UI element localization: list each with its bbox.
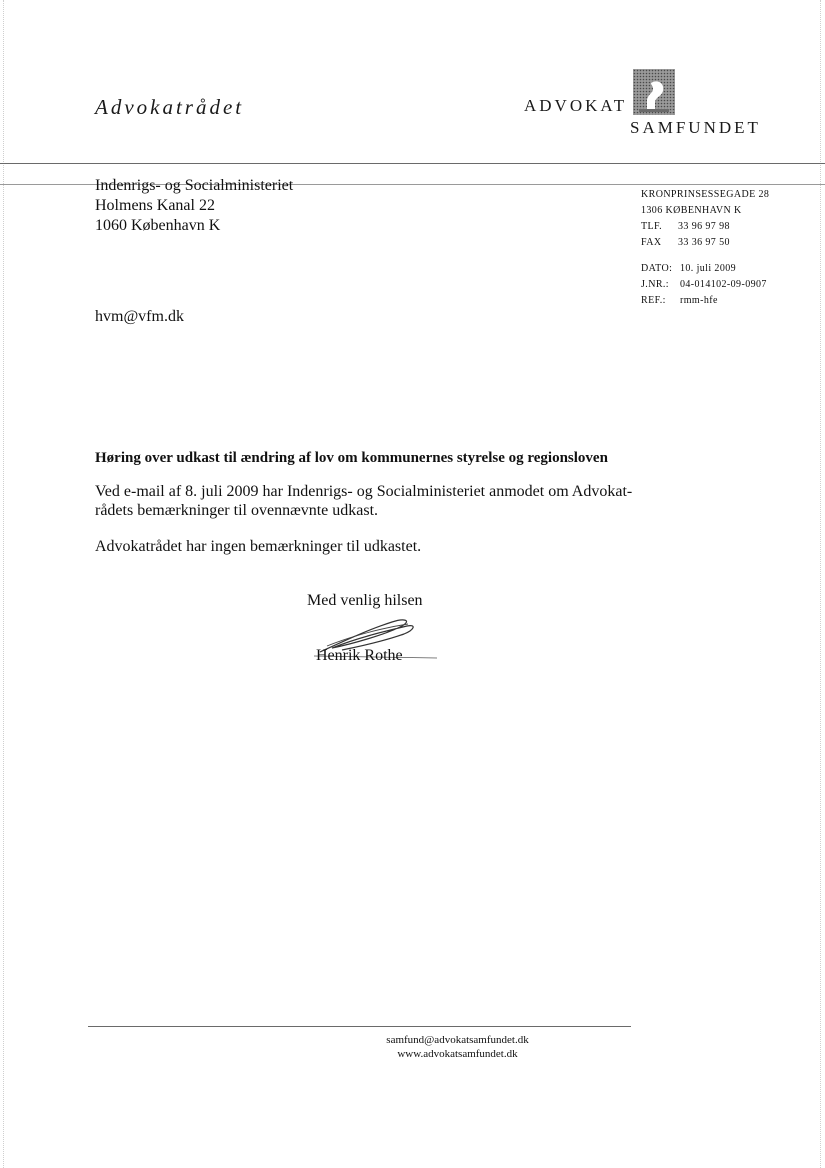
footer-rule xyxy=(88,1026,631,1027)
fax-value: 33 36 97 50 xyxy=(678,237,730,248)
sender-city: 1306 KØBENHAVN K xyxy=(641,205,742,216)
jnr-value: 04-014102-09-0907 xyxy=(680,279,767,290)
header-left-title: Advokatrådet xyxy=(95,95,245,119)
header-rule xyxy=(0,163,825,164)
letter-body xyxy=(95,482,655,573)
recipient-email: hvm@vfm.dk xyxy=(95,308,184,325)
body-paragraph-1-line-1: Ved e-mail af 8. juli 2009 har Indenrigs- og Socialministeriet anmodet om Advokat- xyxy=(95,483,633,500)
closing-salutation: Med venlig hilsen xyxy=(307,592,423,609)
recipient-city: 1060 København K xyxy=(95,217,221,234)
sender-fax-row xyxy=(641,235,769,251)
footer-email-link[interactable]: samfund@advokatsamfundet.dk xyxy=(386,1034,529,1046)
recipient-name: Indenrigs- og Socialministeriet xyxy=(95,177,294,194)
footer-website-link[interactable]: www.advokatsamfundet.dk xyxy=(397,1048,518,1060)
ref-row xyxy=(641,293,769,309)
fax-label: FAX xyxy=(641,237,662,248)
phone-label: TLF. xyxy=(641,221,663,232)
jnr-label: J.NR.: xyxy=(641,279,669,290)
date-value: 10. juli 2009 xyxy=(680,263,737,274)
logo-text-advokat: ADVOKAT xyxy=(524,96,628,115)
signer-name: Henrik Rothe xyxy=(316,647,403,664)
jnr-row xyxy=(641,277,769,293)
body-paragraph-1-line-2: rådets bemærkninger til ovennævnte udkast. xyxy=(95,502,379,519)
scan-edge-left xyxy=(3,0,4,1168)
ref-label: REF.: xyxy=(641,295,666,306)
date-label: DATO: xyxy=(641,263,673,274)
date-row xyxy=(641,261,769,277)
ref-value: rmm-hfe xyxy=(680,295,718,306)
body-paragraph-1 xyxy=(95,482,655,520)
phone-value: 33 96 97 98 xyxy=(678,221,730,232)
letter-subject: Høring over udkast til ændring af lov om kommunernes styrelse og regionsloven xyxy=(95,450,608,466)
sender-street: KRONPRINSESSEGADE 28 xyxy=(641,189,770,200)
sender-phone-row xyxy=(641,219,769,235)
recipient-address xyxy=(95,176,293,236)
samfundet-emblem-icon xyxy=(633,69,675,115)
logo-text-samfundet: SAMFUNDET xyxy=(630,118,761,137)
footer xyxy=(0,1033,825,1061)
body-paragraph-2: Advokatrådet har ingen bemærkninger til udkastet. xyxy=(95,538,422,555)
scan-edge-right xyxy=(820,0,821,1168)
sender-info xyxy=(641,187,769,309)
recipient-street: Holmens Kanal 22 xyxy=(95,197,215,214)
